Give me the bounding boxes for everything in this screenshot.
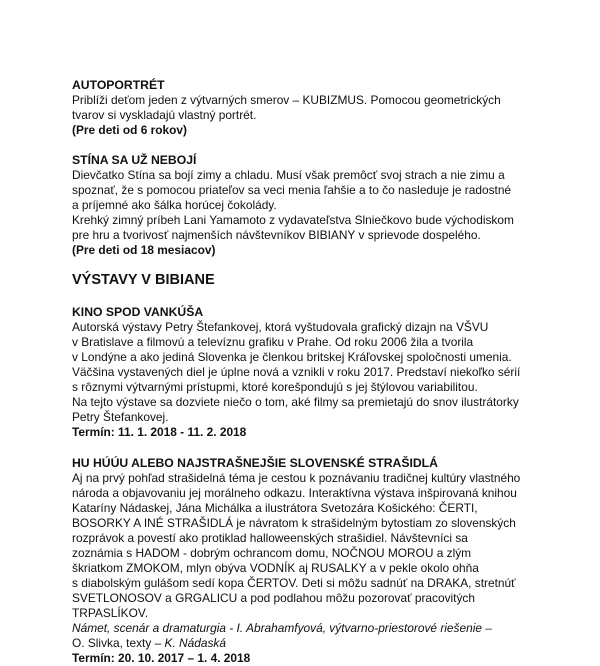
section-autoportret — [72, 78, 532, 138]
paragraph-line: Priblíži deťom jeden z výtvarných smerov – KUBIZMUS. Pomocou geometrických — [72, 93, 501, 107]
document-page — [72, 78, 532, 666]
section-stina — [72, 153, 532, 258]
exhibitions-heading: VÝSTAVY V BIBIANE — [72, 272, 215, 288]
term-dates: Termín: 20. 10. 2017 – 1. 4. 2018 — [72, 651, 251, 665]
paragraph-line: Kataríny Nádaskej, Jána Michálka a ilustrátora Svetozára Košického: ČERTI, — [72, 501, 478, 515]
paragraph-line: škriatkom ZMOKOM, mlyn obýva VODNÍK aj RUSALKY a v pekle okolo ohňa — [72, 561, 479, 575]
paragraph-line: Dievčatko Stína sa bojí zimy a chladu. Musí však premôcť svoj strach a nie zimu a — [72, 168, 505, 182]
paragraph-line: tvarov si vyskladajú vlastný portrét. — [72, 108, 257, 122]
section-title: KINO SPOD VANKÚŠA — [72, 305, 204, 319]
paragraph-line: TRPASLÍKOV. — [72, 606, 148, 620]
paragraph-line: v Londýne a ako jediná Slovenka je členkou britskej Kráľovskej spoločnosti umenia. — [72, 350, 512, 364]
paragraph-line: Na tejto výstave sa dozviete niečo o tom, aké filmy sa premietajú do snov ilustrátorky — [72, 395, 519, 409]
paragraph-line: Petry Štefankovej. — [72, 410, 169, 424]
term-dates: Termín: 11. 1. 2018 - 11. 2. 2018 — [72, 425, 247, 439]
credits-text: O. Slivka, texty – — [72, 636, 165, 650]
credits-author: K. Nádaská — [164, 636, 226, 650]
paragraph-line: zoznámia s HADOM - dobrým ochrancom domu, NOČNOU MOROU a zlým — [72, 546, 472, 560]
paragraph-line: pre hru a tvorivosť najmenších návštevníkov BIBIANY v sprievode dospelého. — [72, 228, 481, 242]
paragraph-line: BOSORKY A INÉ STRAŠIDLÁ je návratom k strašidelným bytostiam zo slovenských — [72, 516, 516, 530]
section-huhuu — [72, 456, 532, 666]
paragraph-line: s rôznymi výtvarnými prístupmi, ktoré korešpondujú s jej štýlovou variabilitou. — [72, 380, 478, 394]
paragraph-line: Krehký zimný príbeh Lani Yamamoto z vydavateľstva Slniečkovo bude východiskom — [72, 213, 514, 227]
paragraph-line: s diabolským gulášom sedí kopa ČERTOV. Deti si môžu sadnúť na DRAKA, stretnúť — [72, 576, 516, 590]
paragraph-line: SVETLONOSOV a GRGALICU a pod podlahou môžu pozorovať pracovitých — [72, 591, 475, 605]
paragraph-line: a príjemné ako šálka horúcej čokolády. — [72, 198, 277, 212]
age-note: (Pre deti od 18 mesiacov) — [72, 243, 216, 257]
section-title: HU HÚÚU ALEBO NAJSTRAŠNEJŠIE SLOVENSKÉ STRAŠIDLÁ — [72, 456, 438, 470]
credits-line: Námet, scenár a dramaturgia - I. Abrahamfyová, výtvarno-priestorové riešenie – — [72, 621, 492, 635]
paragraph-line: Aj na prvý pohľad strašidelná téma je cestou k poznávaniu tradičnej kultúry vlastného — [72, 471, 521, 485]
paragraph-line: národa a objavovaniu jej morálneho odkazu. Interaktívna výstava inšpirovaná knihou — [72, 486, 517, 500]
credits-line — [72, 636, 532, 651]
paragraph-line: rozprávok a povestí ako protiklad halloweenských strašidiel. Návštevníci sa — [72, 531, 468, 545]
section-kino — [72, 305, 532, 440]
paragraph-line: Väčšina vystavených diel je úplne nová a vznikli v roku 2017. Predstaví niekoľko sérií — [72, 365, 521, 379]
paragraph-line: spoznať, že s pomocou priateľov sa veci menia ľahšie a to čo nasleduje je radostné — [72, 183, 512, 197]
section-title: STÍNA SA UŽ NEBOJÍ — [72, 153, 197, 167]
section-title: AUTOPORTRÉT — [72, 78, 165, 92]
paragraph-line: Autorská výstavy Petry Štefankovej, ktorá vyštudovala grafický dizajn na VŠVU — [72, 320, 489, 334]
paragraph-line: v Bratislave a filmovú a televíznu grafiku v Prahe. Od roku 2006 žila a tvorila — [72, 335, 474, 349]
age-note: (Pre deti od 6 rokov) — [72, 123, 187, 137]
